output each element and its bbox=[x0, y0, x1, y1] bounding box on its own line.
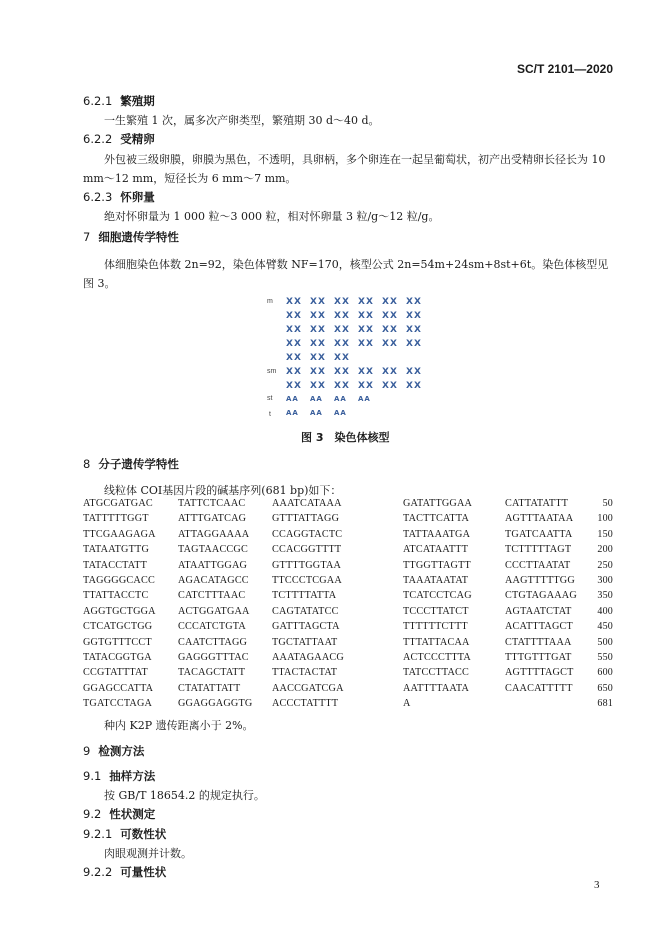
sequence-cell: TTTTTTCTTT bbox=[403, 621, 468, 633]
sequence-cell: CTATATTATT bbox=[178, 682, 241, 694]
sequence-cell: TTGGTTAGTT bbox=[403, 559, 471, 571]
standard-code: SC/T 2101—2020 bbox=[516, 62, 613, 76]
sequence-cell: GATATTGGAA bbox=[403, 498, 473, 509]
chromosome-pair: XX bbox=[286, 381, 302, 391]
sequence-cell: ATTAGGAAAA bbox=[178, 528, 250, 540]
sequence-cell: AGGTGCTGGA bbox=[83, 605, 156, 617]
sequence-cell: CAATCTTAGG bbox=[178, 636, 248, 648]
sequence-cell: CATCTTTAAC bbox=[178, 590, 246, 602]
sequence-cell: AATTTTAATA bbox=[403, 682, 470, 694]
sequence-cell: ATAATTGGAG bbox=[178, 559, 248, 571]
sequence-cell: CCACGGTTTT bbox=[272, 544, 342, 556]
chromosome-pair: XX bbox=[310, 297, 326, 307]
sequence-cell: AGTTTTAGCT bbox=[505, 667, 574, 679]
sequence-position-number: 681 bbox=[597, 698, 613, 710]
chromosome-pair: AA bbox=[310, 409, 323, 417]
chromosome-pair: AA bbox=[334, 409, 347, 417]
heading-7: 7 细胞遗传学特性 bbox=[83, 230, 179, 244]
chromosome-pair: XX bbox=[286, 325, 302, 335]
sequence-cell: TAGTAACCGC bbox=[178, 544, 248, 556]
sequence-cell: GTTTATTAGG bbox=[272, 513, 340, 525]
sequence-position-number: 200 bbox=[597, 544, 613, 556]
sequence-cell: TTTGTTTGAT bbox=[505, 652, 572, 663]
sequence-cell: TCTTTTTAGT bbox=[505, 544, 572, 556]
sequence-cell: TAGGGGCACC bbox=[83, 575, 155, 586]
sequence-cell: AACCGATCGA bbox=[272, 682, 344, 694]
chromosome-pair: XX bbox=[310, 311, 326, 321]
chromosome-pair: XX bbox=[358, 325, 374, 335]
chromosome-pair: AA bbox=[286, 409, 299, 417]
sequence-cell: ACTCCCTTTA bbox=[403, 652, 471, 663]
sequence-cell: ACTGGATGAA bbox=[178, 605, 250, 617]
chromosome-pair: XX bbox=[382, 311, 398, 321]
sequence-cell: CCCATCTGTA bbox=[178, 621, 246, 633]
sequence-cell: CTGTAGAAAG bbox=[505, 590, 577, 602]
sequence-position-number: 150 bbox=[597, 528, 613, 540]
sequence-cell: TATCCTTACC bbox=[403, 667, 470, 679]
sequence-cell: CCCTTAATAT bbox=[505, 559, 571, 571]
sequence-cell: ATTTGATCAG bbox=[178, 513, 247, 525]
chromosome-pair: XX bbox=[334, 381, 350, 391]
chromosome-pair: XX bbox=[382, 381, 398, 391]
heading-9-1: 9.1 抽样方法 bbox=[83, 769, 156, 783]
sequence-cell: ACCCTATTTT bbox=[272, 698, 339, 710]
chromosome-pair: XX bbox=[382, 325, 398, 335]
paragraph-6-2-3: 绝对怀卵量为 1 000 粒～3 000 粒，相对怀卵量 3 粒/g～12 粒/g。 bbox=[104, 210, 440, 223]
sequence-position-number: 650 bbox=[597, 682, 613, 694]
sequence-cell: GGTGTTTCCT bbox=[83, 636, 152, 648]
chromosome-pair: XX bbox=[358, 297, 374, 307]
chromosome-pair: XX bbox=[406, 339, 422, 349]
heading-9: 9 检测方法 bbox=[83, 744, 145, 758]
sequence-cell: CCGTATTTAT bbox=[83, 667, 148, 679]
sequence-cell: TTATTACCTC bbox=[83, 590, 149, 602]
sequence-cell: GTTTTGGTAA bbox=[272, 559, 342, 571]
heading-6-2-1: 6.2.1 繁殖期 bbox=[83, 94, 155, 108]
chromosome-pair: XX bbox=[406, 367, 422, 377]
chromosome-pair: XX bbox=[334, 325, 350, 335]
paragraph-7-line2: 图 3。 bbox=[83, 277, 116, 290]
chromosome-pair: XX bbox=[310, 367, 326, 377]
sequence-cell: ATCATAATTT bbox=[403, 544, 469, 556]
paragraph-6-2-1: 一生繁殖 1 次，属多次产卵类型，繁殖期 30 d～40 d。 bbox=[104, 114, 380, 127]
chromosome-pair: XX bbox=[406, 325, 422, 335]
sequence-cell: TGCTATTAAT bbox=[272, 636, 338, 648]
chromosome-pair: XX bbox=[286, 367, 302, 377]
sequence-table bbox=[83, 498, 613, 718]
sequence-cell: TACAGCTATT bbox=[178, 667, 246, 679]
sequence-cell: CTCATGCTGG bbox=[83, 621, 153, 633]
chromosome-pair: XX bbox=[334, 353, 350, 363]
sequence-cell: TGATCCTAGA bbox=[83, 698, 153, 710]
chromosome-pair: XX bbox=[334, 297, 350, 307]
sequence-cell: AGACATAGCC bbox=[178, 575, 249, 586]
heading-6-2-3: 6.2.3 怀卵量 bbox=[83, 190, 155, 204]
sequence-cell: GATTTAGCTA bbox=[272, 621, 340, 633]
karyotype-figure bbox=[260, 294, 440, 420]
chromosome-pair: XX bbox=[382, 339, 398, 349]
chromosome-pair: XX bbox=[382, 297, 398, 307]
sequence-cell: AAATAGAACG bbox=[272, 652, 344, 663]
sequence-cell: CATTATATTT bbox=[505, 498, 569, 509]
chromosome-pair: XX bbox=[286, 339, 302, 349]
sequence-cell: TTCCCTCGAA bbox=[272, 575, 342, 586]
sequence-position-number: 50 bbox=[602, 498, 613, 509]
sequence-cell: GGAGGAGGTG bbox=[178, 698, 253, 710]
sequence-position-number: 400 bbox=[597, 605, 613, 617]
sequence-position-number: 350 bbox=[597, 590, 613, 602]
karyotype-label-st: st bbox=[267, 395, 273, 402]
sequence-cell: TCATCCTCAG bbox=[403, 590, 472, 602]
chromosome-pair: XX bbox=[382, 367, 398, 377]
sequence-cell: TCCCTTATCT bbox=[403, 605, 469, 617]
heading-9-2-1: 9.2.1 可数性状 bbox=[83, 827, 167, 841]
sequence-cell: TATTAAATGA bbox=[403, 528, 471, 540]
sequence-position-number: 300 bbox=[597, 575, 613, 586]
sequence-position-number: 550 bbox=[597, 652, 613, 663]
sequence-cell: GGAGCCATTA bbox=[83, 682, 154, 694]
chromosome-pair: XX bbox=[406, 311, 422, 321]
sequence-cell: TAAATAATAT bbox=[403, 575, 469, 586]
sequence-position-number: 250 bbox=[597, 559, 613, 571]
paragraph-9-2-1: 肉眼观测并计数。 bbox=[104, 847, 192, 860]
chromosome-pair: XX bbox=[334, 367, 350, 377]
chromosome-pair: XX bbox=[358, 367, 374, 377]
sequence-cell: TGATCAATTA bbox=[505, 528, 573, 540]
karyotype-label-sm: sm bbox=[267, 368, 277, 375]
sequence-cell: AAGTTTTTGG bbox=[505, 575, 575, 586]
chromosome-pair: AA bbox=[310, 395, 323, 403]
chromosome-pair: XX bbox=[406, 381, 422, 391]
sequence-cell: CTATTTTAAA bbox=[505, 636, 572, 648]
chromosome-pair: XX bbox=[358, 381, 374, 391]
chromosome-pair: XX bbox=[310, 353, 326, 363]
sequence-position-number: 100 bbox=[597, 513, 613, 525]
sequence-cell: A bbox=[403, 698, 411, 710]
sequence-cell: TATAATGTTG bbox=[83, 544, 150, 556]
chromosome-pair: XX bbox=[310, 339, 326, 349]
chromosome-pair: XX bbox=[286, 311, 302, 321]
karyotype-label-t: t bbox=[269, 411, 271, 418]
chromosome-pair: XX bbox=[286, 297, 302, 307]
chromosome-pair: AA bbox=[358, 395, 371, 403]
sequence-position-number: 500 bbox=[597, 636, 613, 648]
sequence-intro: 线粒体 COⅠ基因片段的碱基序列(681 bp)如下： bbox=[104, 484, 342, 497]
sequence-cell: TTACTACTAT bbox=[272, 667, 338, 679]
sequence-cell: TTCGAAGAGA bbox=[83, 528, 156, 540]
chromosome-pair: XX bbox=[406, 297, 422, 307]
chromosome-pair: XX bbox=[310, 381, 326, 391]
sequence-cell: ATGCGATGAC bbox=[83, 498, 153, 509]
paragraph-9-1: 按 GB/T 18654.2 的规定执行。 bbox=[104, 789, 265, 802]
sequence-cell: CAACATTTTT bbox=[505, 682, 573, 694]
paragraph-6-2-2-line1: 外包被三级卵膜，卵膜为黑色，不透明，具卵柄，多个卵连在一起呈葡萄状，初产出受精卵长径长为 10 bbox=[104, 153, 606, 166]
chromosome-pair: AA bbox=[286, 395, 299, 403]
chromosome-pair: XX bbox=[286, 353, 302, 363]
sequence-cell: TATACGGTGA bbox=[83, 652, 152, 663]
chromosome-pair: XX bbox=[358, 311, 374, 321]
figure-caption: 图 3 染色体核型 bbox=[301, 431, 390, 444]
sequence-cell: AGTTTAATAA bbox=[505, 513, 574, 525]
sequence-cell: TCTTTTATTA bbox=[272, 590, 337, 602]
sequence-cell: TATTTTTGGT bbox=[83, 513, 149, 525]
heading-9-2: 9.2 性状测定 bbox=[83, 807, 156, 821]
chromosome-pair: XX bbox=[358, 339, 374, 349]
sequence-cell: TACTTCATTA bbox=[403, 513, 470, 525]
chromosome-area bbox=[286, 294, 436, 420]
sequence-cell: CAGTATATCC bbox=[272, 605, 339, 617]
sequence-position-number: 450 bbox=[597, 621, 613, 633]
heading-9-2-2: 9.2.2 可量性状 bbox=[83, 865, 167, 879]
sequence-cell: AGTAATCTAT bbox=[505, 605, 572, 617]
chromosome-pair: XX bbox=[334, 339, 350, 349]
chromosome-pair: XX bbox=[334, 311, 350, 321]
paragraph-7-line1: 体细胞染色体数 2n=92，染色体臂数 NF=170，核型公式 2n=54m+24sm+8st+6t。染色体核型见 bbox=[104, 258, 609, 271]
paragraph-6-2-2-line2: mm～12 mm，短径长为 6 mm～7 mm。 bbox=[83, 172, 297, 185]
sequence-cell: GAGGGTTTAC bbox=[178, 652, 249, 663]
sequence-cell: TTTATTACAA bbox=[403, 636, 470, 648]
page-number: 3 bbox=[594, 879, 600, 891]
heading-8: 8 分子遗传学特性 bbox=[83, 457, 179, 471]
sequence-cell: TATTCTCAAC bbox=[178, 498, 246, 509]
heading-6-2-2: 6.2.2 受精卵 bbox=[83, 132, 155, 146]
k2p-note: 种内 K2P 遗传距离小于 2%。 bbox=[104, 719, 254, 732]
sequence-cell: AAATCATAAA bbox=[272, 498, 342, 509]
sequence-cell: ACATTTAGCT bbox=[505, 621, 573, 633]
karyotype-label-m: m bbox=[267, 298, 273, 305]
sequence-cell: TATACCTATT bbox=[83, 559, 148, 571]
sequence-position-number: 600 bbox=[597, 667, 613, 679]
chromosome-pair: XX bbox=[310, 325, 326, 335]
chromosome-pair: AA bbox=[334, 395, 347, 403]
sequence-cell: CCAGGTACTC bbox=[272, 528, 343, 540]
